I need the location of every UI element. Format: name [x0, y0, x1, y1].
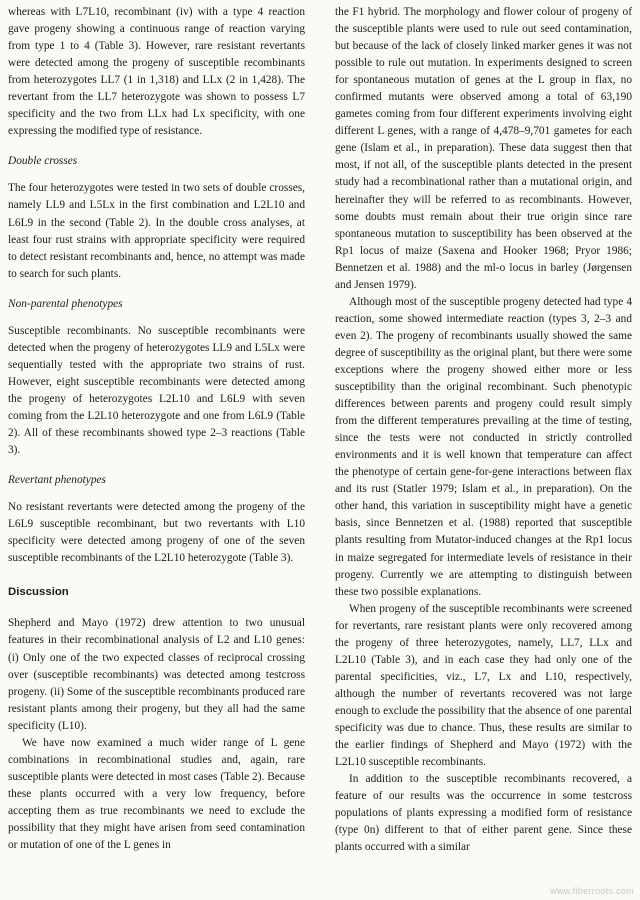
right-column — [335, 4, 632, 856]
body-paragraph: Susceptible recombinants. No susceptible recombinants were detected when the progeny of heterozygotes LL9 and L5Lx were sequentially tested with the appropriate two strains of rust. However, eight susceptible recombinants were detected among the progeny of heterozygotes L2L10 and L6L9 with seven coming from the L2L10 heterozygote and one from L6L9 (Table 2). All of these recombinants showed type 2–3 reactions (Table 3). — [8, 324, 305, 457]
body-paragraph: Shepherd and Mayo (1972) drew attention to two unusual features in their recombinational analysis of L2 and L10 genes: (i) Only one of the two expected classes of reciprocal crossing over (susceptible recombinants) was detected among testcross progeny. (ii) Some of the susceptible recombinants produced rare resistant plants among their progeny, but they all had the same specificity (L10). — [8, 617, 305, 732]
section-heading: Revertant phenotypes — [8, 474, 106, 487]
body-paragraph: The four heterozygotes were tested in two sets of double crosses, namely LL9 and L5Lx in the first combination and L2L10 and L6L9 in the second (Table 2). In the double cross analyses, at least four rust strains with appropriate specificity were required to detect resistant recombinants and, hence, no attempt was made to search for such plants. — [8, 182, 305, 280]
body-paragraph: In addition to the susceptible recombinants recovered, a feature of our results was the occurrence in some testcross populations of plants expressing a modified form of resistance (type 0n) different to that of either parent gene. Since these plants occurred with a similar — [335, 773, 632, 854]
discussion-heading: Discussion — [8, 586, 69, 599]
section-heading: Double crosses — [8, 155, 78, 168]
body-paragraph: When progeny of the susceptible recombinants were screened for revertants, rare resistant plants were only recovered among the progeny of three heterozygotes, namely, LL7, LLx and L2L10 (Table 3), and in each case they had only one of the parental specificities, viz., L7, Lx and L10, respectively, although the number of revertants recovered was not large enough to exclude the possibility that the absence of one parental specificity was due to chance. Thus, these results are similar to the earlier findings of Shepherd and Mayo (1972) with the L2L10 susceptible recombinants. — [335, 602, 632, 769]
watermark: www.fiberroots.com — [550, 886, 634, 896]
body-paragraph: No resistant revertants were detected among the progeny of the L6L9 susceptible recombinant, but two revertants with L10 specificity were detected among progeny of one of the seven susceptible recombinants of the L2L10 heterozygote (Table 3). — [8, 501, 305, 565]
section-heading: Non-parental phenotypes — [8, 297, 123, 310]
left-column — [8, 4, 305, 854]
body-paragraph: Although most of the susceptible progeny detected had type 4 reaction, some showed intermediate reaction (types 3, 2–3 and even 2). The progeny of recombinants usually showed the same degree of susceptibility as the original plant, but there were some exceptions where the progeny showed either more or less susceptibility than the original recombinant. Such phenotypic differences between parents and progeny could result simply from the different temperatures prevailing at the time of testing, since the tests were not conducted in strictly controlled environments and it is well known that temperature can affect the phenotype of certain gene-for-gene interactions between flax and its rust (Statler 1979; Islam et al., in preparation). On the other hand, this variation in susceptibility might have a genetic basis, since Bennetzen et al. (1988) reported that susceptible plants resulting from Mutator-induced changes at the Rp1 locus in maize segregated for intermediate levels of resistance in their progeny. Currently we are attempting to distinguish between these two possible explanations. — [335, 295, 632, 598]
body-paragraph: whereas with L7L10, recombinant (iv) with a type 4 reaction gave progeny showing a continuous range of reaction varying from type 1 to 4 (Table 3). However, rare resistant revertants were detected among the progeny of susceptible recombinants from heterozygotes LL7 (1 in 1,318) and LLx (2 in 1,428). The revertant from the LL7 heterozygote was shown to possess L7 specificity and the two from LLx had Lx specificity, with one expressing the modified type of resistance. — [8, 6, 305, 138]
body-paragraph: the F1 hybrid. The morphology and flower colour of progeny of the susceptible plants were used to rule out seed contamination, but because of the lack of closely linked marker genes it was not possible to rule out mutation. In experiments designed to screen for spontaneous mutation of genes at the L group in flax, no confirmed mutants were observed among a total of 63,190 gametes coming from four different experiments involving eight different L genes, with a range of 4,478–9,701 gametes for each gene (Islam et al., in preparation). These data suggest then that most, if not all, of the susceptible plants detected in the present study had a recombinational rather than a mutational origin, and hereinafter they will be referred to as recombinants. However, some doubts must remain about their true origin since rare spontaneous mutation to susceptibility has been observed at the Rp1 locus of maize (Saxena and Hooker 1968; Pryor 1986; Bennetzen et al. 1988) and the ml-o locus in barley (Jørgensen and Jensen 1979). — [335, 6, 632, 291]
body-paragraph: We have now examined a much wider range of L gene combinations in recombinational studies and, again, rare susceptible plants were detected in most cases (Table 2). Because these plants occurred with a very low frequency, before accepting them as true recombinants we need to exclude the possibility that they might have arisen from seed contamination or mutation of one of the L genes in — [8, 736, 305, 852]
